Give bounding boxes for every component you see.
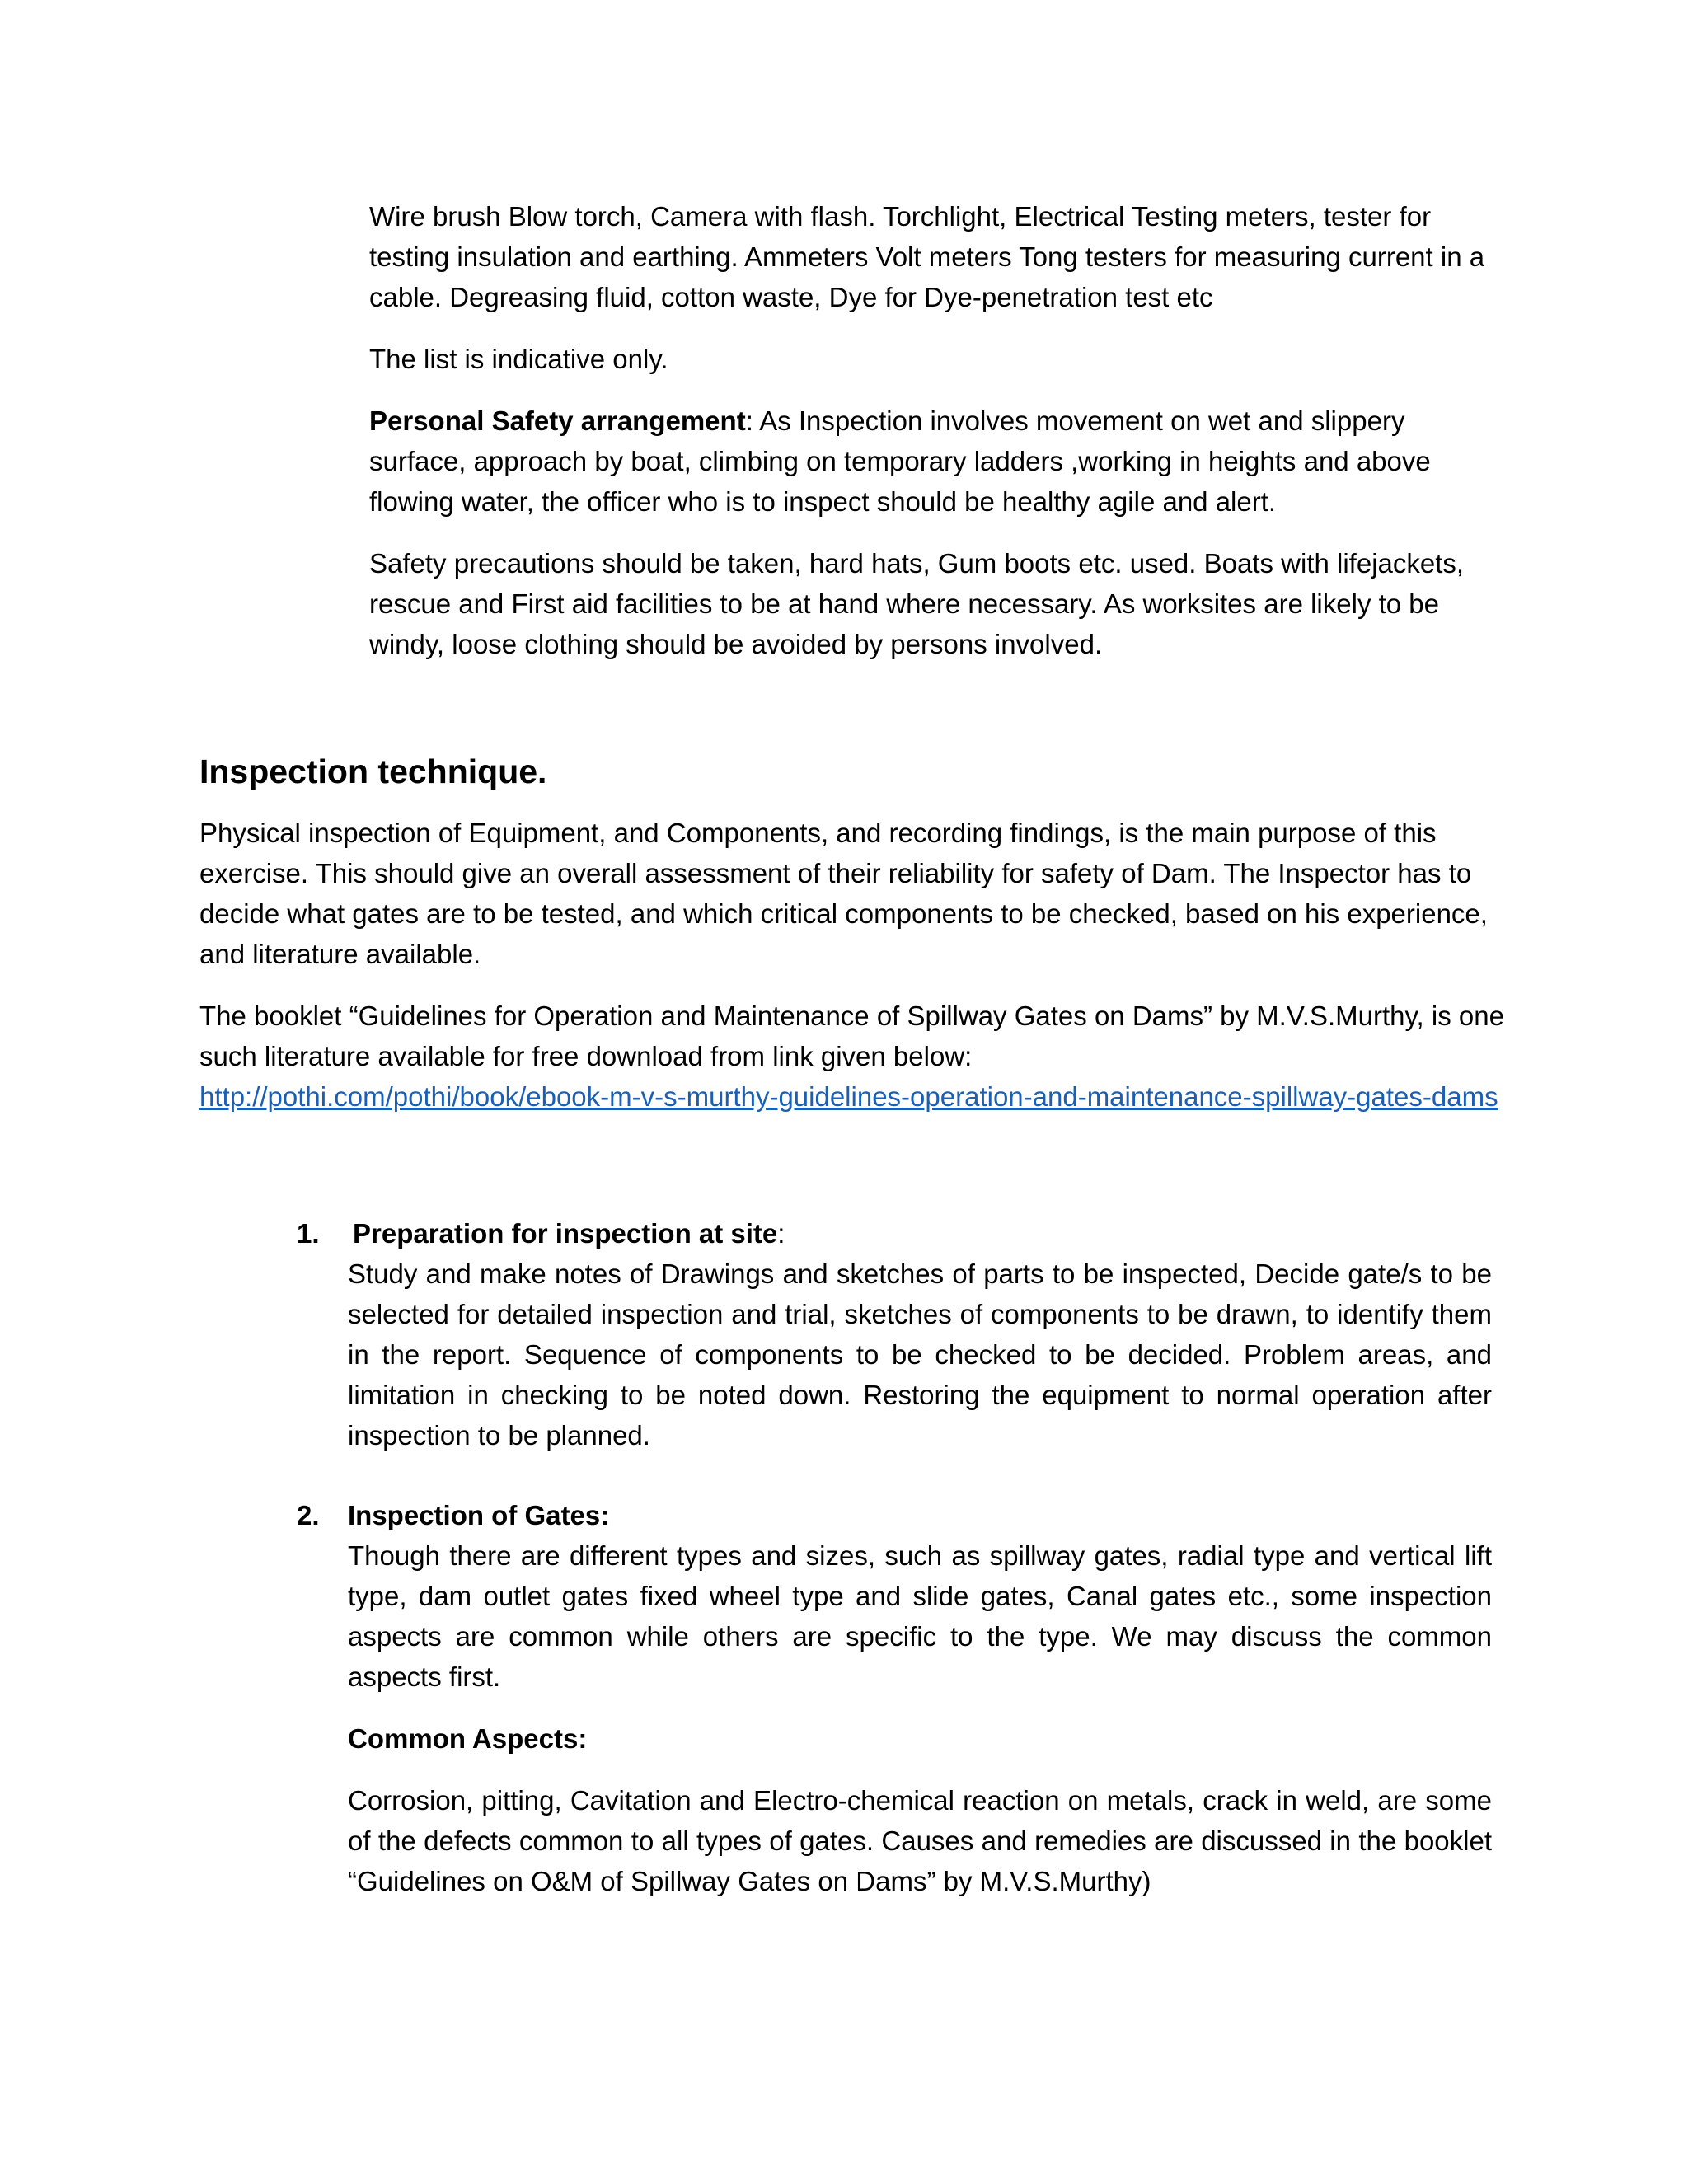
list-note: The list is indicative only. — [369, 344, 668, 374]
section-heading: Inspection technique. — [199, 752, 547, 790]
list-item-colon: : — [777, 1218, 785, 1249]
list-item — [297, 1495, 1492, 1901]
list-item-body: Study and make notes of Drawings and sketches of parts to be inspected, Decide gate/s to be selected for detailed inspection and trial, sketches of components to be drawn, to identify them in the report. Sequence of components to be checked to be decided. Problem areas, and limitation in checking to be noted down. Restoring the equipment to normal operation after inspection to be planned. — [348, 1258, 1492, 1451]
precautions-paragraph: Safety precautions should be taken, hard hats, Gum boots etc. used. Boats with lifejackets, rescue and First aid facilities to be at hand where necessary. As worksites are likely to be windy, loose clothing should be avoided by persons involved. — [369, 548, 1465, 659]
section-body — [199, 813, 1507, 1117]
safety-paragraph — [369, 401, 1507, 522]
section-paragraph-2 — [199, 996, 1507, 1117]
intro-block — [369, 196, 1507, 686]
common-aspects-heading: Common Aspects: — [348, 1723, 588, 1754]
section-paragraph-1: Physical inspection of Equipment, and Components, and recording findings, is the main purpose of this exercise. This should give an overall assessment of their reliability for safety of Dam. The Inspector has to decide what gates are to be tested, and which critical components to be checked, based on his experience, and literature available. — [199, 818, 1488, 969]
list-item-title: Preparation for inspection at site — [353, 1218, 778, 1249]
list-item-heading — [348, 1213, 1492, 1254]
list-number: 1. — [297, 1218, 320, 1249]
safety-text: : As Inspection involves movement on wet and slippery surface, approach by boat, climbing on temporary ladders ,working in heights and above flowing water, the officer who is to inspect should be healthy agile and alert. — [369, 405, 1431, 517]
numbered-list — [297, 1213, 1492, 1941]
tools-paragraph: Wire brush Blow torch, Camera with flash. Torchlight, Electrical Testing meters, tester for testing insulation and earthing. Ammeters Volt meters Tong testers for measuring current in a cable. Degreasing fluid, cotton waste, Dye for Dye-penetration test etc — [369, 201, 1485, 312]
download-link[interactable]: http://pothi.com/pothi/book/ebook-m-v-s-murthy-guidelines-operation-and-maintenance-spillway-gates-dams — [199, 1081, 1498, 1112]
booklet-text: The booklet “Guidelines for Operation and Maintenance of Spillway Gates on Dams” by M.V.S.Murthy, is one such literature available for free download from link given below: — [199, 1001, 1504, 1071]
safety-label: Personal Safety arrangement — [369, 405, 746, 436]
list-item-body: Though there are different types and sizes, such as spillway gates, radial type and vertical lift type, dam outlet gates fixed wheel type and slide gates, Canal gates etc., some inspection aspects are common while others are specific to the type. We may discuss the common aspects first. — [348, 1540, 1492, 1692]
list-item — [297, 1213, 1492, 1455]
list-item-title: Inspection of Gates: — [348, 1500, 610, 1530]
common-aspects-body: Corrosion, pitting, Cavitation and Electro-chemical reaction on metals, crack in weld, are some of the defects common to all types of gates. Causes and remedies are discussed in the booklet “Guidelines on O&M of Spillway Gates on Dams” by M.V.S.Murthy) — [348, 1785, 1492, 1896]
list-number: 2. — [297, 1500, 320, 1530]
